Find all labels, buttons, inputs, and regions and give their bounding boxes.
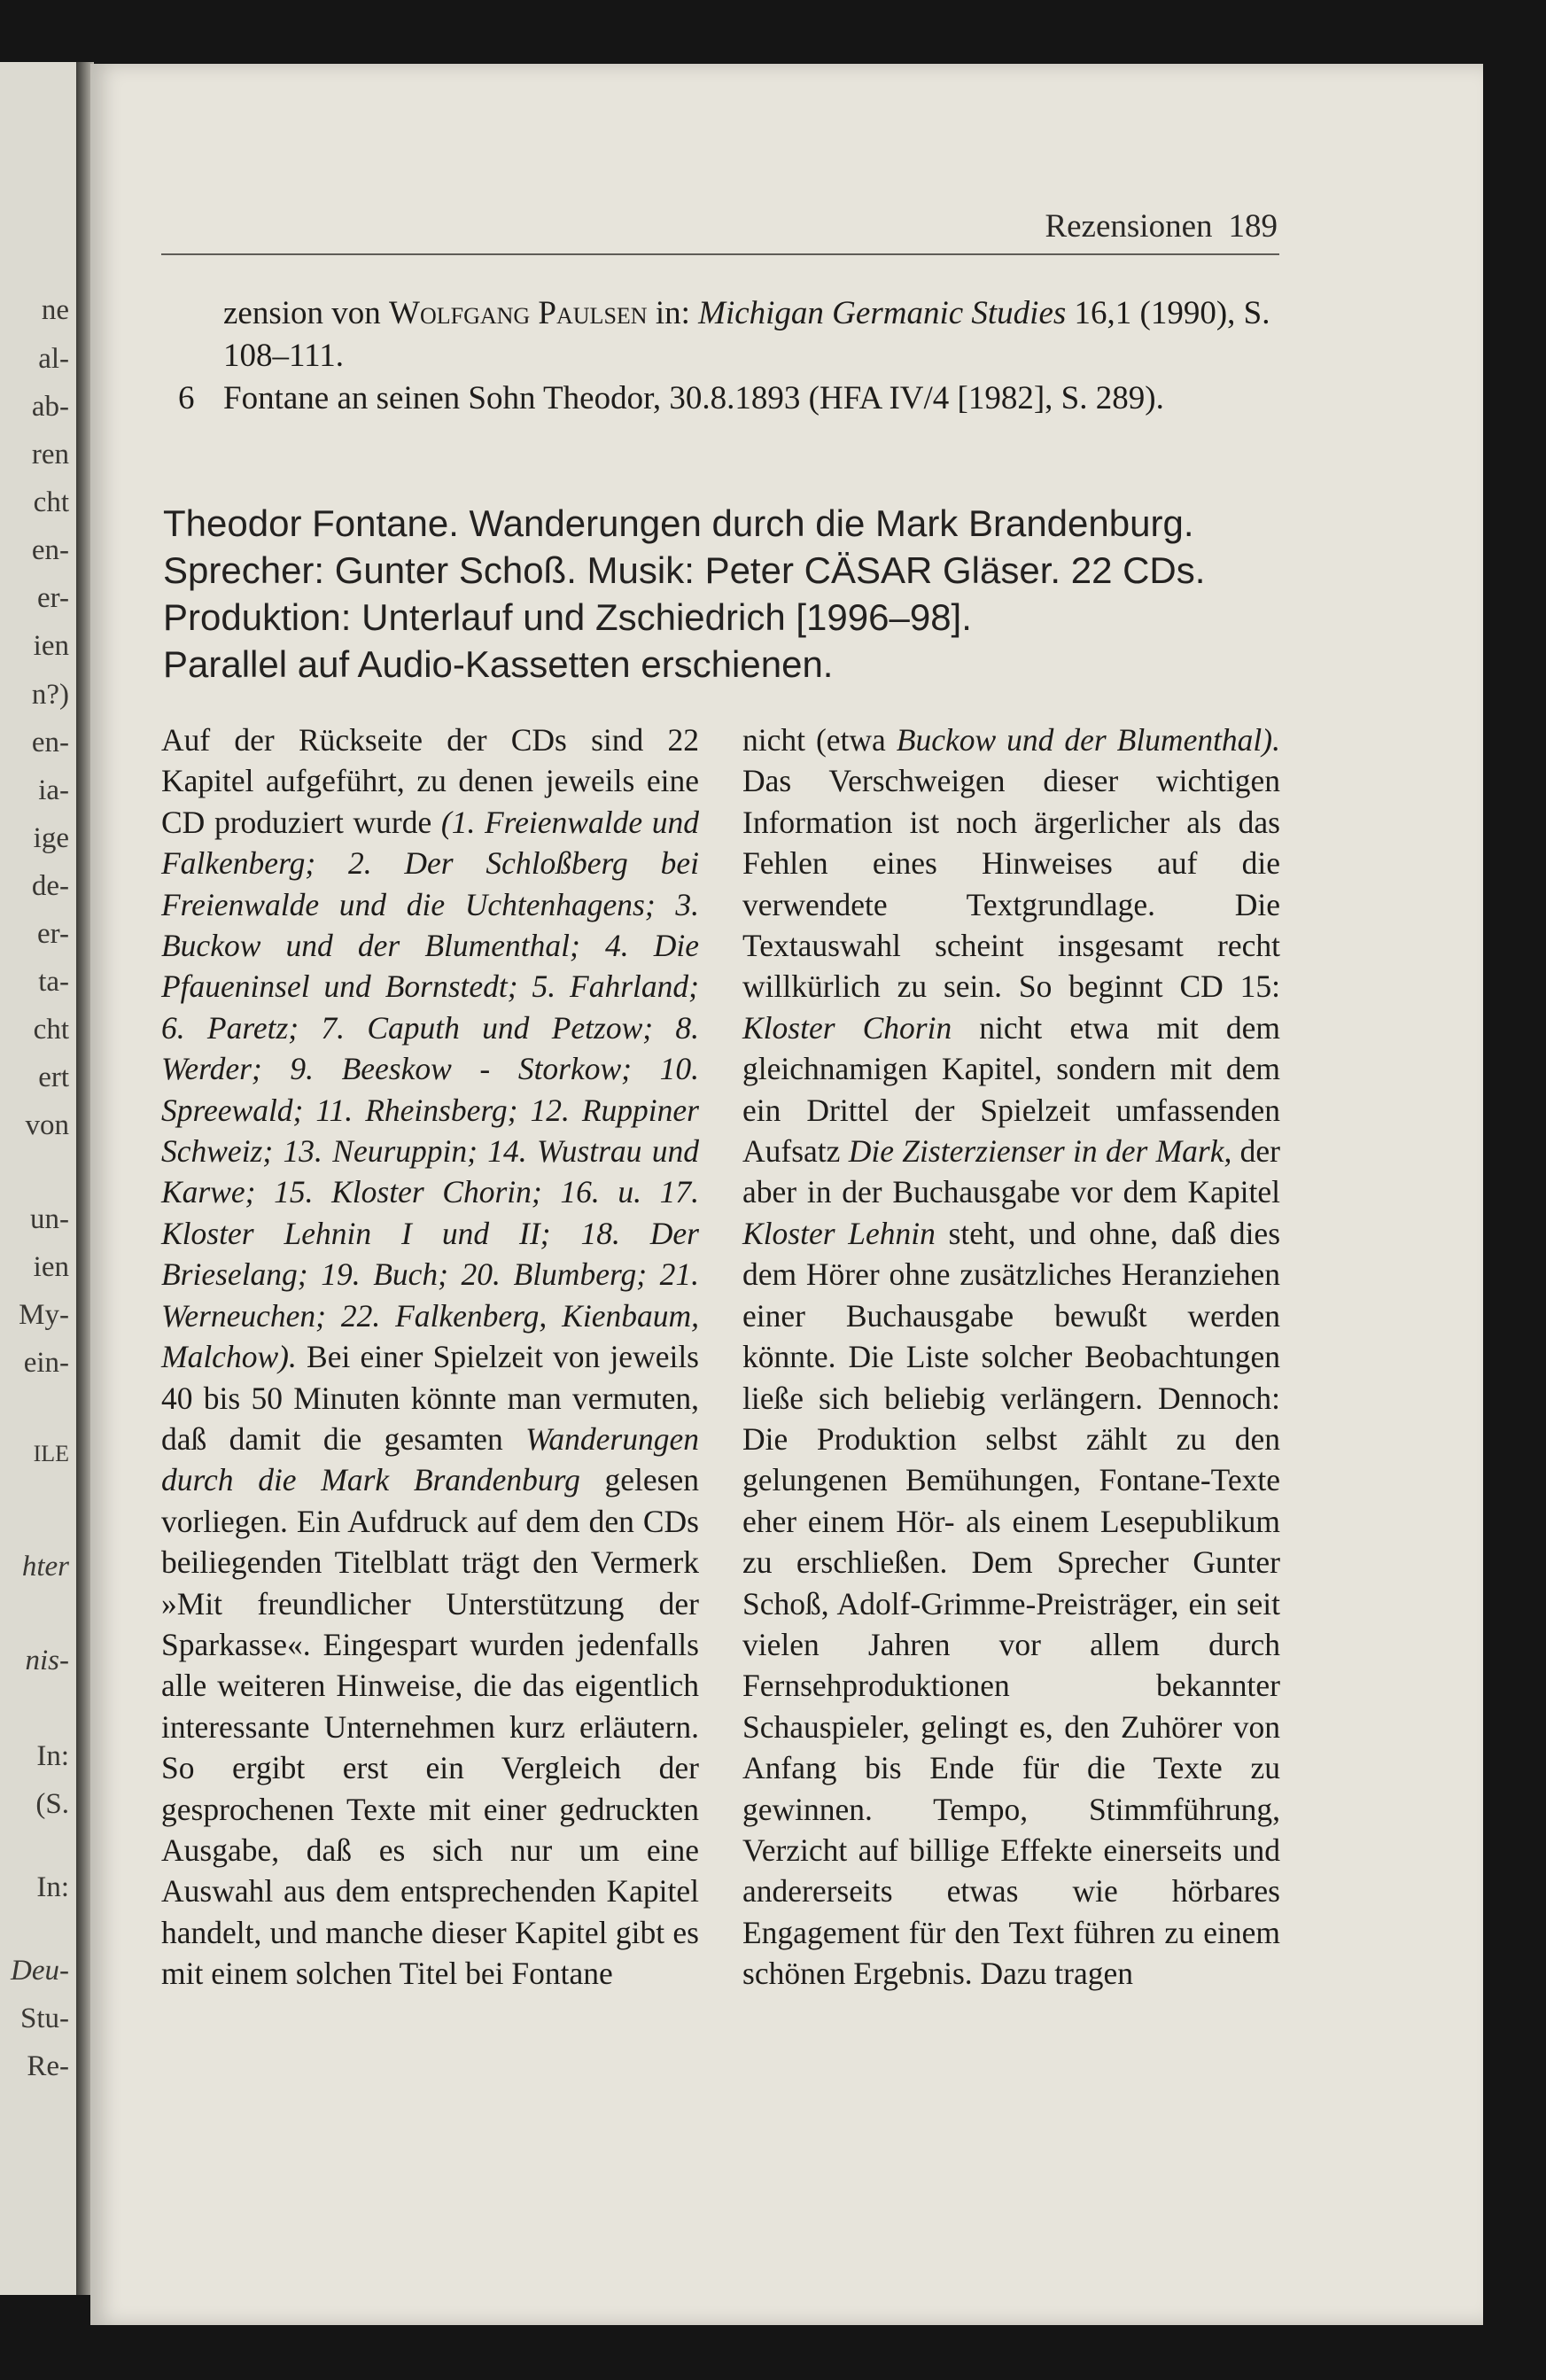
left-page-fragment: en- bbox=[31, 534, 69, 566]
body-paragraph: nicht (etwa Buckow und der Blumenthal). Das Verschweigen dieser wichtigen Information ist noch ärgerlicher als das Fehlen eines Hinweises auf die verwendete Textgrundlage. Die Textauswahl scheint insgesamt recht willkürlich zu sein. So beginnt CD 15: Kloster Chorin nicht etwa mit dem gleichnamigen Kapitel, sondern mit dem ein Drittel der Spielzeit umfassenden Aufsatz Die Zisterzienser in der Mark, der aber in der Buchausgabe vor dem Kapitel Kloster Lehnin steht, und ohne, daß dies dem Hörer ohne zusätzliches Heranziehen einer Buchausgabe bewußt werden könnte. Die Liste solcher Beobachtungen ließe sich beliebig verlängern. Dennoch: Die Produktion selbst zählt zu den gelungenen Bemühungen, Fontane-Texte eher einem Hör- als einem Lesepublikum zu erschließen. Dem Sprecher Gunter Schoß, Adolf-Grimme-Preisträger, ein seit vielen Jahren vor allem durch Fernsehproduktionen bekannter Schauspieler, gelingt es, den Zuhörer von Anfang bis Ende für die Texte zu gewinnen. Tempo, Stimmführung, Verzicht auf billige Effekte einerseits und andererseits etwas wie hörbares Engagement für den Text führen zu einem schönen Ergebnis. Dazu tragen bbox=[742, 722, 1281, 1992]
footnote-continuation: zension von Wolfgang Paulsen in: Michigan Germanic Studies 16,1 (1990), S. bbox=[223, 295, 1270, 331]
left-page-fragment: un- bbox=[30, 1203, 69, 1235]
left-page-fragment: (S. bbox=[35, 1788, 69, 1820]
footnote-6-text: Fontane an seinen Sohn Theodor, 30.8.1893 (HFA IV/4 [1982], S. 289). bbox=[223, 380, 1164, 416]
review-title-line: Sprecher: Gunter Schoß. Musik: Peter CÄSAR Gläser. 22 CDs. bbox=[163, 549, 1206, 591]
left-page-fragment: Stu- bbox=[19, 2003, 69, 2034]
left-page-fragment: nis- bbox=[25, 1645, 69, 1676]
left-page-fragment: ne bbox=[41, 294, 69, 326]
body-column-left bbox=[161, 719, 699, 1995]
footnote-continuation-line2: 108–111. bbox=[223, 338, 345, 374]
left-page-fragment: de- bbox=[31, 870, 69, 902]
left-page-fragment: ren bbox=[31, 439, 69, 471]
left-page-fragment: ien bbox=[33, 630, 69, 662]
left-page-fragment: er- bbox=[37, 582, 69, 614]
header-rule bbox=[161, 253, 1279, 255]
left-page-fragment: al- bbox=[38, 343, 69, 375]
left-page-fragment: cht bbox=[33, 486, 69, 518]
left-page-fragment: en- bbox=[31, 727, 69, 758]
review-title-line: Theodor Fontane. Wanderungen durch die Mark Brandenburg. bbox=[163, 502, 1194, 544]
left-page-edge bbox=[0, 62, 79, 2295]
running-header bbox=[1045, 207, 1278, 245]
section-title: Rezensionen bbox=[1045, 208, 1213, 245]
review-title-line: Parallel auf Audio-Kassetten erschienen. bbox=[163, 643, 834, 685]
footnote-author: Wolfgang Paulsen bbox=[389, 295, 648, 331]
left-page-fragment: ien bbox=[33, 1251, 69, 1283]
review-title-block bbox=[163, 500, 1205, 688]
left-page-fragment: cht bbox=[33, 1014, 69, 1046]
left-page-fragment: ert bbox=[38, 1062, 69, 1093]
left-page-fragment: In: bbox=[36, 1871, 69, 1903]
left-page-fragment: n?) bbox=[31, 679, 69, 711]
left-page-fragment: Deu- bbox=[11, 1955, 69, 1987]
left-page-fragment: My- bbox=[19, 1299, 69, 1331]
review-title-line: Produktion: Unterlauf und Zschiedrich [1996–98]. bbox=[163, 596, 972, 638]
footnote-6-number: 6 bbox=[178, 380, 195, 416]
footnote-journal: Michigan Germanic Studies bbox=[698, 295, 1067, 331]
left-page-fragment: ab- bbox=[31, 391, 69, 423]
left-page-fragment: von bbox=[25, 1109, 69, 1141]
left-page-fragment: ILE bbox=[33, 1441, 69, 1466]
left-page-fragment: In: bbox=[36, 1740, 69, 1772]
body-paragraph: Auf der Rückseite der CDs sind 22 Kapitel aufgeführt, zu denen jeweils eine CD produziert wurde (1. Freienwalde und Falkenberg; 2. Der Schloßberg bei Freienwalde und die Uchtenhagens; 3. Buckow und der Blumenthal; 4. Die Pfaueninsel und Bornstedt; 5. Fahrland; 6. Paretz; 7. Caputh und Petzow; 8. Werder; 9. Beeskow - Storkow; 10. Spreewald; 11. Rheinsberg; 12. Ruppiner Schweiz; 13. Neuruppin; 14. Wustrau und Karwe; 15. Kloster Chorin; 16. u. 17. Kloster Lehnin I und II; 18. Der Brieselang; 19. Buch; 20. Blumberg; 21. Werneuchen; 22. Falkenberg, Kienbaum, Malchow). Bei einer Spielzeit von jeweils 40 bis 50 Minuten könnte man vermuten, daß damit die gesamten Wanderungen durch die Mark Brandenburg gelesen vorliegen. Ein Aufdruck auf dem den CDs beiliegenden Titelblatt trägt den Vermerk »Mit freundlicher Unterstützung der Sparkasse«. Eingespart wurden jedenfalls alle weiteren Hinweise, die das eigentlich interessante Unternehmen kurz erläutern. So ergibt erst ein Vergleich der gesprochenen Texte mit einer gedruckten Ausgabe, daß es sich nur um eine Auswahl aus dem entsprechenden Kapitel handelt, und manche dieser Kapitel gibt es mit einem solchen Titel bei Fontane bbox=[161, 722, 699, 1992]
left-page-fragment: hter bbox=[21, 1551, 69, 1583]
right-page bbox=[90, 64, 1483, 2325]
left-page-fragment: ia- bbox=[38, 774, 69, 806]
page-number: 189 bbox=[1228, 208, 1278, 245]
left-page-fragment: er- bbox=[37, 918, 69, 950]
left-page-fragment: Re- bbox=[27, 2050, 69, 2082]
left-page-fragment: ta- bbox=[38, 966, 69, 998]
left-page-fragment: ein- bbox=[23, 1347, 69, 1379]
left-page-fragment: ige bbox=[33, 822, 69, 854]
body-column-right bbox=[742, 719, 1280, 1995]
